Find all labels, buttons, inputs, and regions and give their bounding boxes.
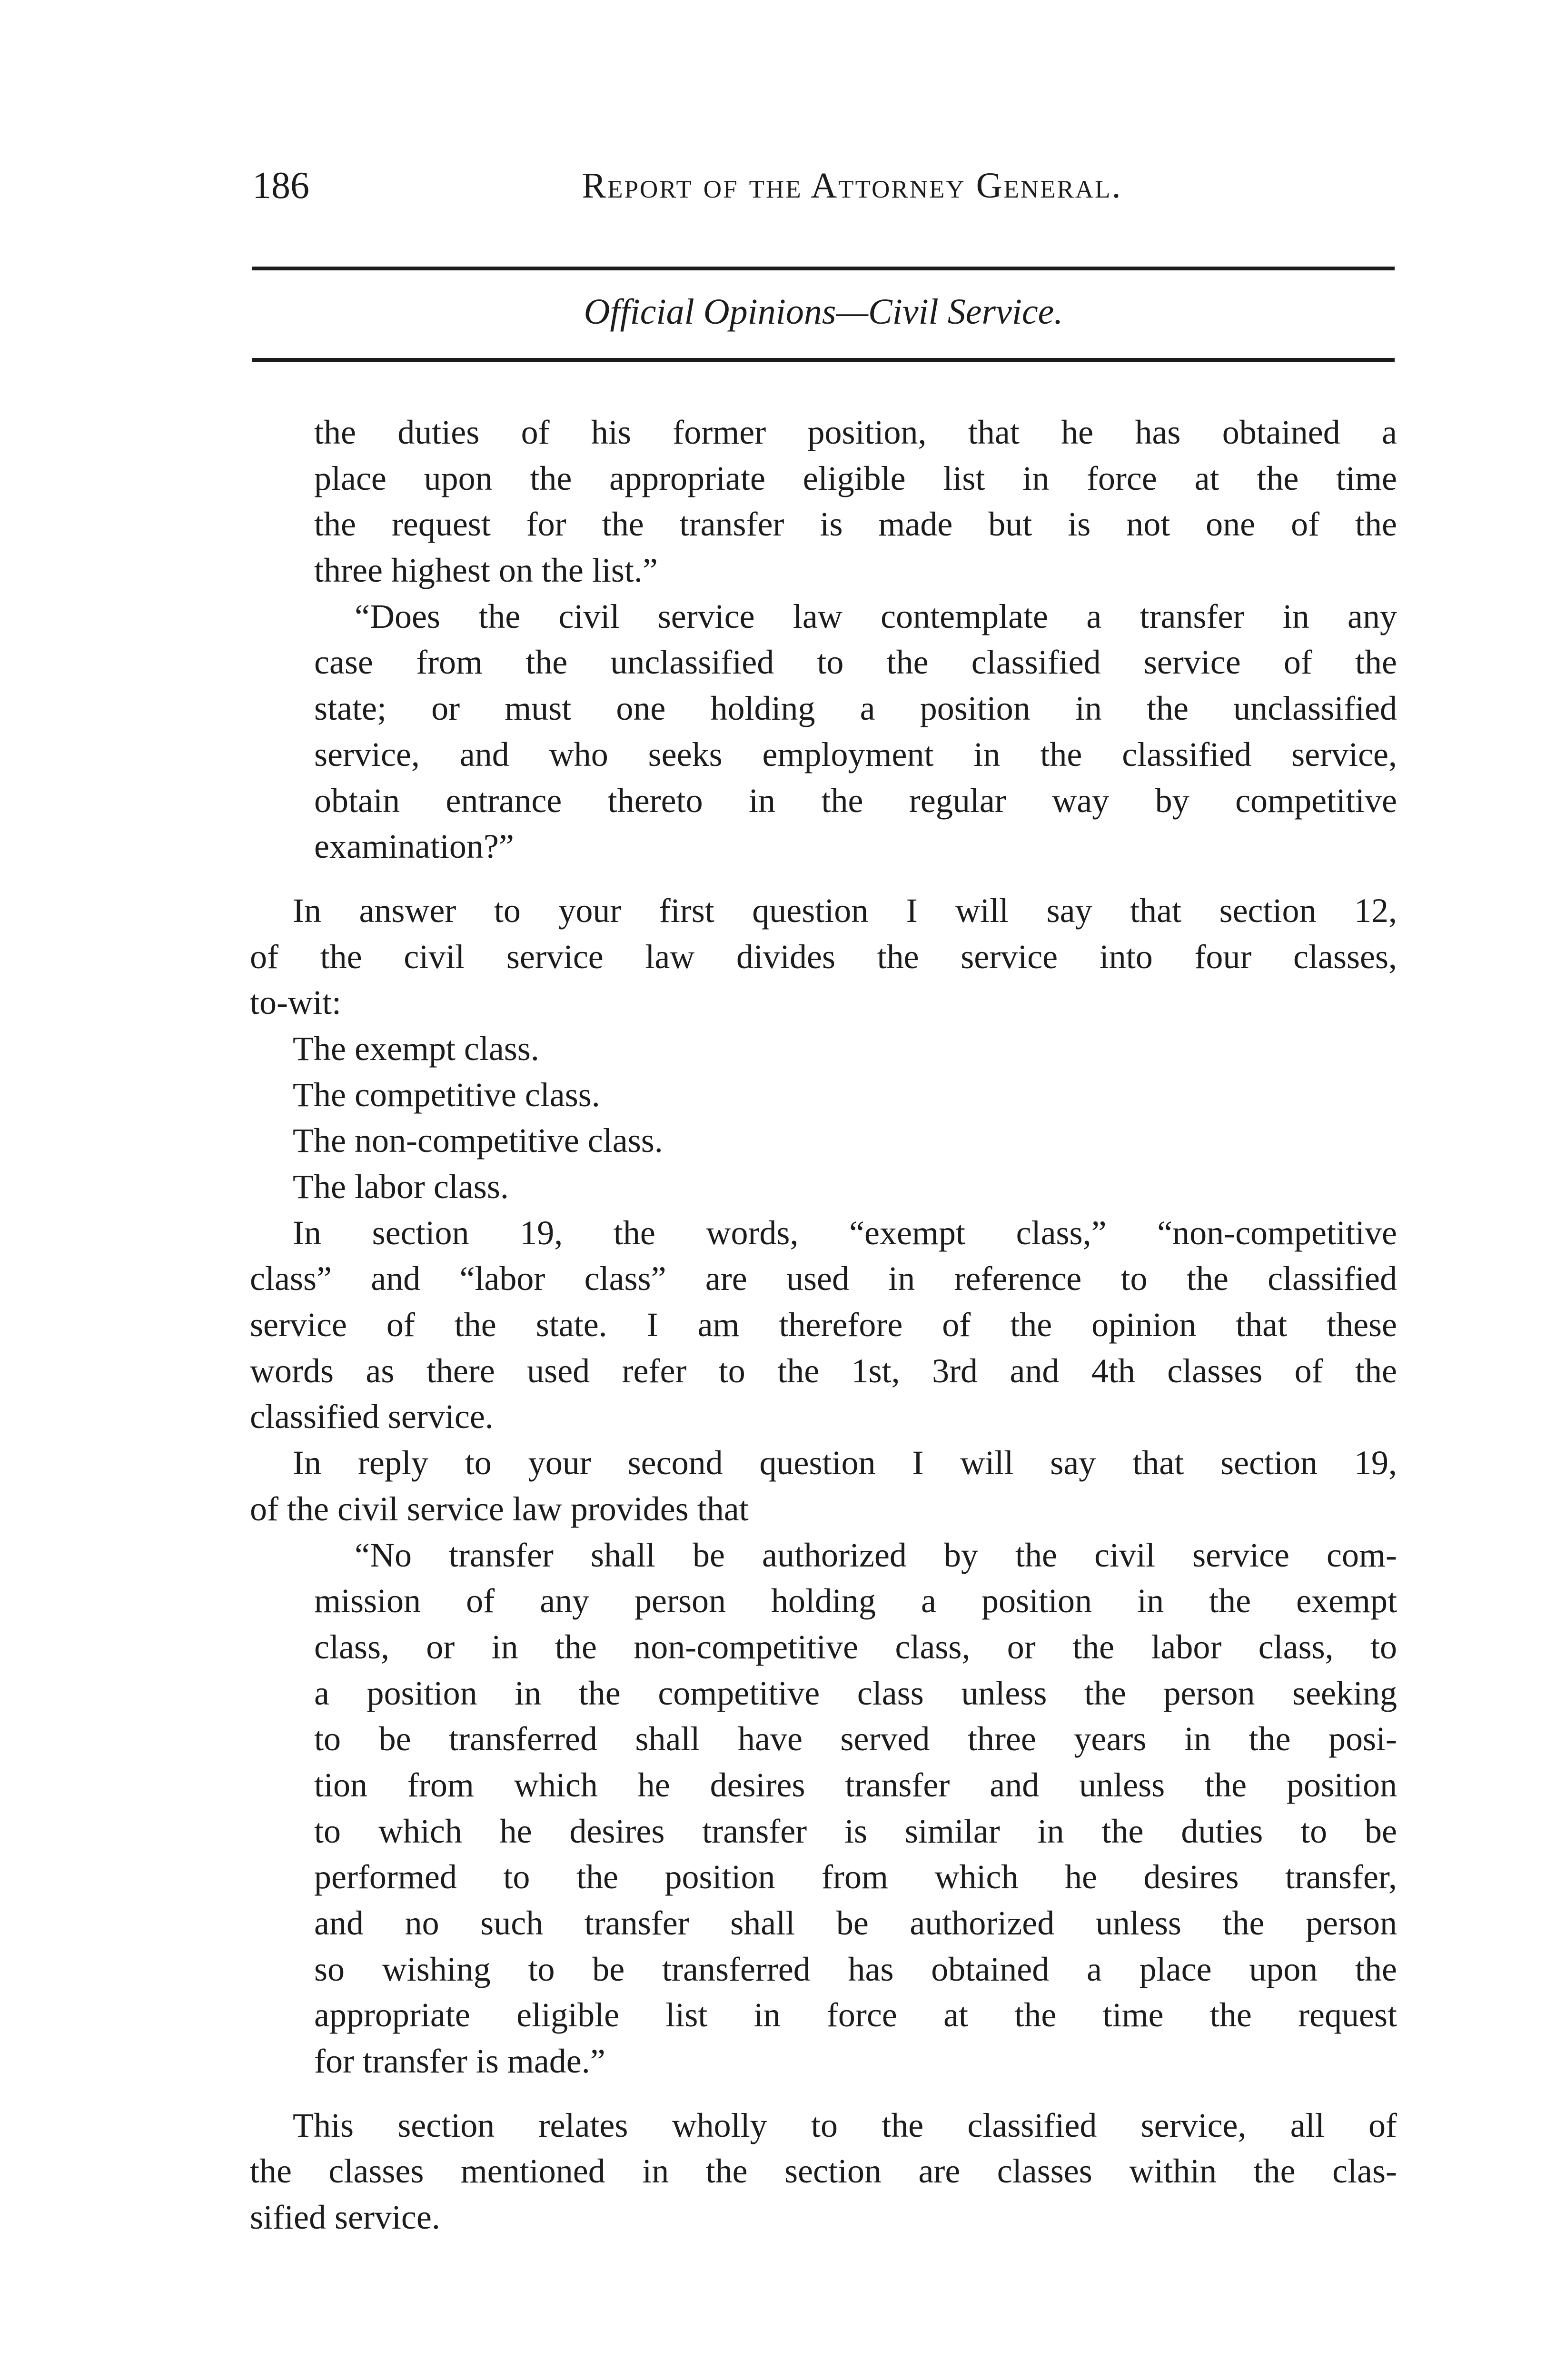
paragraph-conclusion: [250, 2102, 1397, 2241]
class-list: [250, 1026, 1397, 1210]
text-line: This section relates wholly to the classified service, all of: [293, 2106, 1397, 2144]
paragraph-answer-second: [250, 1440, 1397, 1532]
text-line: and no such transfer shall be authorized unless the person: [314, 1904, 1397, 1942]
text-line: service of the state. I am therefore of the opinion that these: [250, 1306, 1397, 1344]
text-line: tion from which he desires transfer and unless the position: [314, 1765, 1397, 1804]
paragraph-section-19: [250, 1210, 1397, 1440]
text-line: the classes mentioned in the section are classes within the clas-: [250, 2152, 1397, 2191]
text-line: of the civil service law divides the service into four classes,: [250, 937, 1397, 976]
page-number: 186: [252, 165, 309, 207]
header-rule-top: [252, 267, 1395, 270]
text-line: case from the unclassified to the classified service of the: [314, 643, 1397, 682]
text-line: the duties of his former position, that he has obtained a: [314, 413, 1397, 451]
text-line: words as there used refer to the 1st, 3rd and 4th classes of the: [250, 1351, 1397, 1390]
quote-statute: [250, 1532, 1397, 2084]
text-line: obtain entrance thereto in the regular way by competitive: [314, 781, 1397, 820]
text-line: so wishing to be transferred has obtained a place upon the: [314, 1950, 1397, 1988]
text-line: “Does the civil service law contemplate a transfer in any: [355, 597, 1397, 635]
body-text: [250, 409, 1397, 2241]
text-line: three highest on the list.”: [314, 551, 658, 590]
list-item: The non-competitive class.: [293, 1121, 663, 1160]
text-line: performed to the position from which he desires transfer,: [314, 1858, 1397, 1896]
list-item: The labor class.: [293, 1168, 509, 1206]
text-line: class” and “labor class” are used in reference to the classified: [250, 1259, 1397, 1298]
text-line: of the civil service law provides that: [250, 1489, 749, 1528]
list-item: The competitive class.: [293, 1075, 600, 1114]
text-line: the request for the transfer is made but is not one of the: [314, 505, 1397, 544]
running-title: Report of the Attorney General.: [582, 166, 1122, 206]
text-line: place upon the appropriate eligible list in force at the time: [314, 459, 1397, 497]
text-line: sified service.: [250, 2198, 440, 2237]
text-line: to which he desires transfer is similar in the duties to be: [314, 1812, 1397, 1850]
text-line: appropriate eligible list in force at the time the request: [314, 1996, 1397, 2034]
text-line: In reply to your second question I will say that section 19,: [293, 1444, 1397, 1482]
section-title: Official Opinions—Civil Service.: [584, 292, 1063, 332]
text-line: service, and who seeks employment in the classified service,: [314, 735, 1397, 774]
list-item: The exempt class.: [293, 1029, 539, 1068]
quote-continuation: [250, 409, 1397, 594]
text-line: to be transferred shall have served three years in the posi-: [314, 1720, 1397, 1758]
paragraph-answer-first: [250, 888, 1397, 1026]
header-rule-bottom: [252, 358, 1395, 362]
text-line: a position in the competitive class unless the person seeking: [314, 1674, 1397, 1712]
text-line: examination?”: [314, 827, 514, 866]
text-line: class, or in the non-competitive class, or the labor class, to: [314, 1627, 1397, 1666]
text-line: In section 19, the words, “exempt class,” “non-competitive: [293, 1213, 1397, 1252]
text-line: classified service.: [250, 1398, 494, 1436]
quote-question: [250, 594, 1397, 870]
text-line: mission of any person holding a position in the exempt: [314, 1582, 1397, 1620]
text-line: “No transfer shall be authorized by the civil service com-: [355, 1536, 1397, 1574]
text-line: for transfer is made.”: [314, 2042, 605, 2081]
text-line: In answer to your first question I will say that section 12,: [293, 891, 1397, 930]
page-header: [252, 167, 1395, 205]
text-line: to-wit:: [250, 983, 341, 1022]
text-line: state; or must one holding a position in the unclassified: [314, 689, 1397, 728]
